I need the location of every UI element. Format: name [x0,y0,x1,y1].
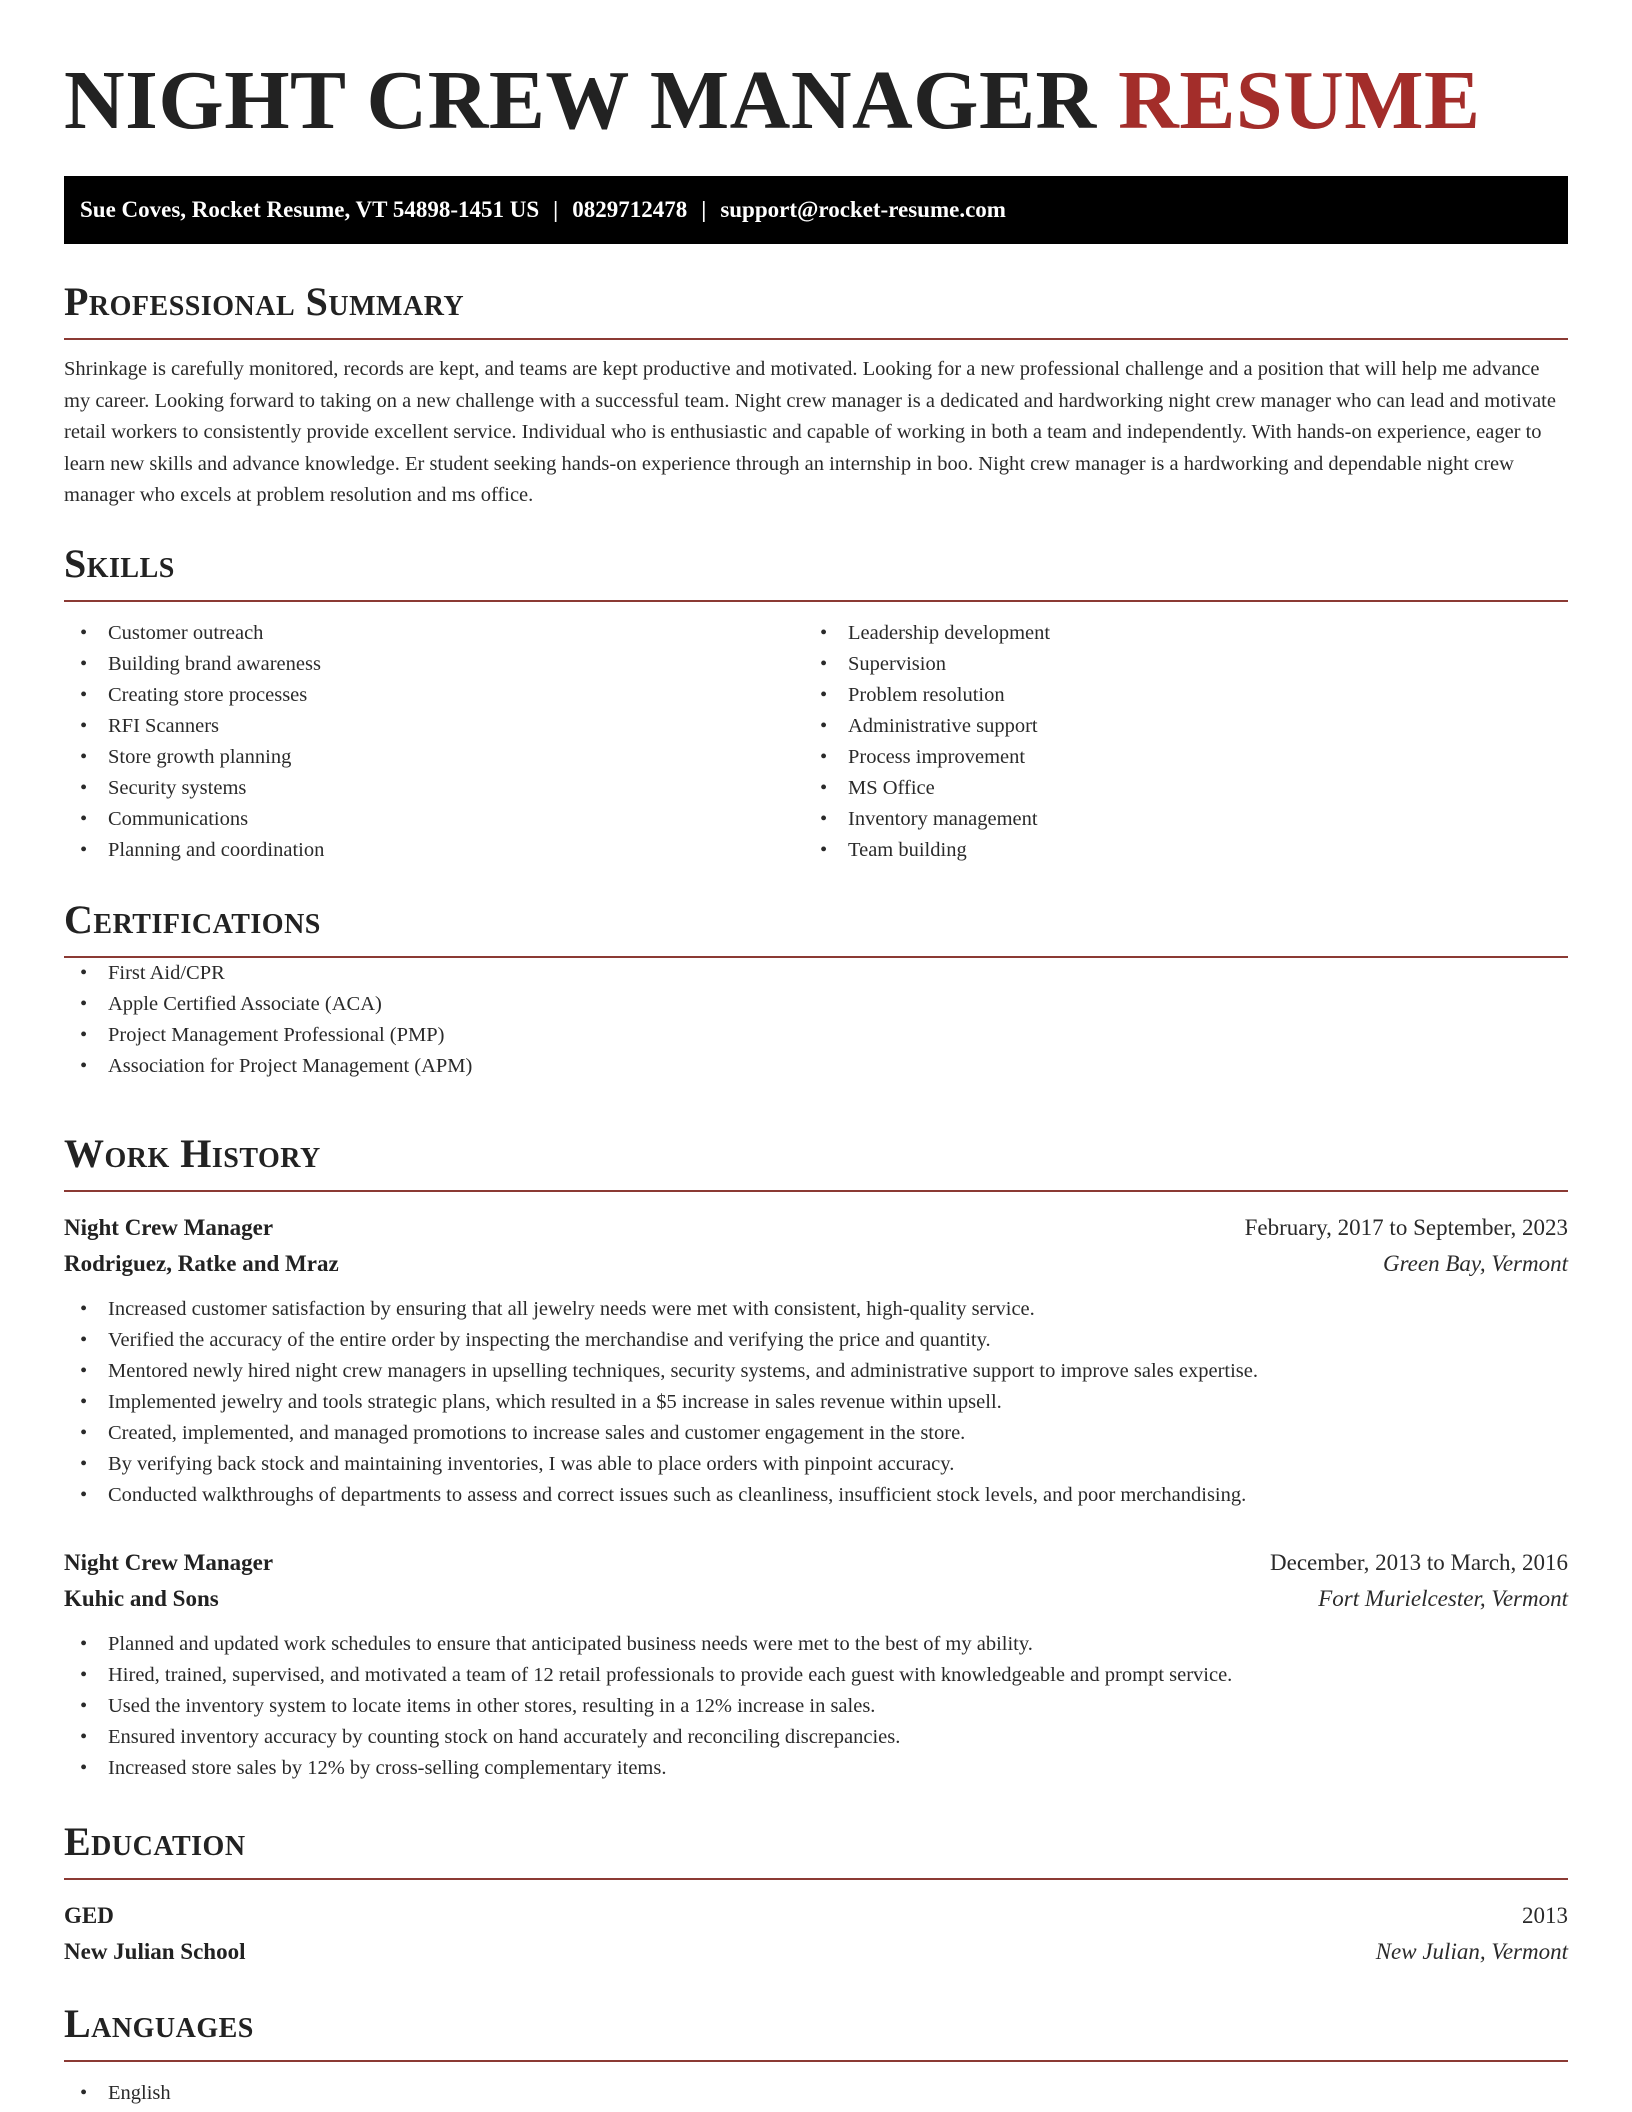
skill-item: • Planning and coordination [64,835,804,866]
job-location: Fort Murielcester, Vermont [1318,1586,1568,1611]
job-dates: February, 2017 to September, 2023 [1244,1215,1568,1240]
job-bullet: • Verified the accuracy of the entire order by inspecting the merchandise and verifying the price and quantity. [64,1325,1568,1356]
skill-item: • Customer outreach [64,618,804,649]
skill-item: • Store growth planning [64,742,804,773]
skill-item: • Inventory management [804,804,1544,835]
work-history-section [64,1130,1568,1784]
education-school: New Julian School [64,1939,246,1964]
job-role: Night Crew Manager [64,1215,274,1240]
summary-heading: Professional Summary [64,278,1568,340]
contact-separator: | [701,197,707,222]
job-location: Green Bay, Vermont [1382,1251,1568,1276]
skill-item: • Administrative support [804,711,1544,742]
job-bullet: • Increased customer satisfaction by ensuring that all jewelry needs were met with consistent, high-quality service. [64,1294,1568,1325]
skills-heading: Skills [64,540,1568,602]
certification-item: • First Aid/CPR [64,958,1568,989]
certification-item: • Project Management Professional (PMP) [64,1020,1568,1051]
certifications-list [64,958,1568,1082]
job-company: Rodriguez, Ratke and Mraz [64,1251,339,1276]
skill-item: • Supervision [804,649,1544,680]
title-accent: RESUME [1118,54,1481,147]
job-bullet: • Conducted walkthroughs of departments to assess and correct issues such as cleanliness, insufficient stock levels, and poor merchandising. [64,1480,1568,1511]
certifications-heading: Certifications [64,896,1568,958]
contact-email[interactable]: support@rocket-resume.com [720,197,1006,222]
resume-page [64,0,1568,2104]
skill-item: • Creating store processes [64,680,804,711]
job-role: Night Crew Manager [64,1550,274,1575]
resume-title [64,0,1568,176]
job-bullets [64,1294,1568,1511]
contact-bar [64,176,1568,244]
skill-item: • MS Office [804,773,1544,804]
certification-item: • Apple Certified Associate (ACA) [64,989,1568,1020]
work-history-heading: Work History [64,1130,1568,1192]
skill-item: • Building brand awareness [64,649,804,680]
skill-item: • Process improvement [804,742,1544,773]
contact-separator: | [553,197,559,222]
skills-section [64,540,1568,866]
title-main: NIGHT CREW MANAGER [64,54,1097,147]
education-heading: Education [64,1818,1568,1880]
education-location: New Julian, Vermont [1375,1939,1568,1964]
skill-item: • Leadership development [804,618,1544,649]
summary-text: Shrinkage is carefully monitored, records are kept, and teams are kept productive and motivated. Looking for a new professional challenge and a position that will help me advance my career. Looking forward to taking on a new challenge with a successful team. Night crew manager is a dedicated and hardworking night crew manager who can lead and motivate retail workers to consistently provide excellent service. Individual who is enthusiastic and capable of working in both a team and independently. With hands-on experience, eager to learn new skills and advance knowledge. Er student seeking hands-on experience through an internship in boo. Night crew manager is a hardworking and dependable night crew manager who excels at problem resolution and ms office. [64,358,1556,506]
languages-section [64,2000,1568,2109]
job-bullet: • By verifying back stock and maintaining inventories, I was able to place orders with pinpoint accuracy. [64,1449,1568,1480]
contact-phone: 0829712478 [572,197,688,222]
education-year: 2013 [1522,1903,1568,1928]
skill-item: • Communications [64,804,804,835]
job-entry [64,1210,1568,1511]
education-degree: GED [64,1903,114,1928]
job-bullet: • Increased store sales by 12% by cross-selling complementary items. [64,1753,1568,1784]
job-company: Kuhic and Sons [64,1586,219,1611]
education-section [64,1818,1568,1970]
languages-list [64,2078,1568,2109]
contact-address: Sue Coves, Rocket Resume, VT 54898-1451 US [80,197,540,222]
job-bullet: • Ensured inventory accuracy by counting stock on hand accurately and reconciling discrepancies. [64,1722,1568,1753]
skill-item: • RFI Scanners [64,711,804,742]
job-bullet: • Mentored newly hired night crew managers in upselling techniques, security systems, and administrative support to improve sales expertise. [64,1356,1568,1387]
summary-section [64,278,1568,512]
job-bullets [64,1629,1568,1784]
job-dates: December, 2013 to March, 2016 [1270,1550,1568,1575]
languages-heading: Languages [64,2000,1568,2062]
certifications-section [64,896,1568,1082]
job-bullet: • Created, implemented, and managed promotions to increase sales and customer engagement in the store. [64,1418,1568,1449]
language-item: • English [64,2078,1568,2109]
skills-list-left [64,618,804,866]
certification-item: • Association for Project Management (APM) [64,1051,1568,1082]
skill-item: • Team building [804,835,1544,866]
skill-item: • Security systems [64,773,804,804]
skill-item: • Problem resolution [804,680,1544,711]
job-bullet: • Implemented jewelry and tools strategic plans, which resulted in a $5 increase in sales revenue within upsell. [64,1387,1568,1418]
job-bullet: • Planned and updated work schedules to ensure that anticipated business needs were met to the best of my ability. [64,1629,1568,1660]
job-bullet: • Hired, trained, supervised, and motivated a team of 12 retail professionals to provide each guest with knowledgeable and prompt service. [64,1660,1568,1691]
job-entry [64,1545,1568,1784]
job-bullet: • Used the inventory system to locate items in other stores, resulting in a 12% increase in sales. [64,1691,1568,1722]
skills-list-right [804,618,1544,866]
